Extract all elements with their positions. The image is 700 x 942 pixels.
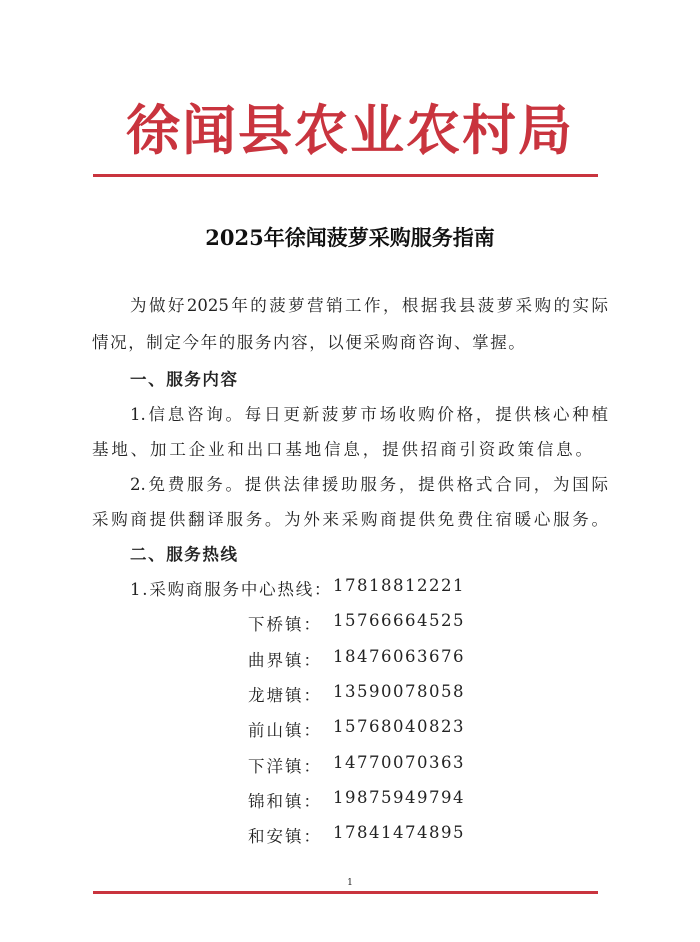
hotline-number: 17841474895: [333, 823, 465, 842]
hotline-label: 下洋镇：: [248, 757, 322, 776]
hotline-label: 锦和镇：: [248, 792, 322, 811]
section-heading: 一、服务内容: [130, 370, 239, 389]
service-item-line: 采购商提供翻译服务。为外来采购商提供免费住宿暖心服务。: [92, 510, 608, 529]
document-title: 2025年徐闻菠萝采购服务指南: [205, 225, 495, 250]
hotline-label: 1.采购商服务中心热线：: [130, 580, 333, 599]
page-number: 1: [347, 878, 353, 888]
service-item-line: 1.信息咨询。每日更新菠萝市场收购价格，提供核心种植: [130, 405, 608, 424]
footer-divider: [93, 891, 598, 894]
service-item-line: 基地、加工企业和出口基地信息，提供招商引资政策信息。: [92, 440, 592, 459]
hotline-label: 曲界镇：: [248, 651, 322, 670]
hotline-label: 下桥镇：: [248, 615, 322, 634]
hotline-label: 前山镇：: [248, 721, 322, 740]
hotline-label: 龙塘镇：: [248, 686, 322, 705]
hotline-number: 15768040823: [333, 717, 465, 736]
hotline-number: 14770070363: [333, 753, 465, 772]
service-item-line: 2.免费服务。提供法律援助服务，提供格式合同，为国际: [130, 475, 608, 494]
header-divider: [93, 174, 598, 177]
agency-letterhead: 徐闻县农业农村局: [126, 98, 574, 162]
hotline-number: 15766664525: [333, 611, 465, 630]
hotline-label: 和安镇：: [248, 827, 322, 846]
section-heading: 二、服务热线: [130, 545, 239, 564]
intro-line: 为做好2025年的菠萝营销工作，根据我县菠萝采购的实际: [130, 296, 608, 315]
intro-line: 情况，制定今年的服务内容，以便采购商咨询、掌握。: [92, 333, 527, 352]
hotline-number: 13590078058: [333, 682, 465, 701]
hotline-number: 18476063676: [333, 647, 465, 666]
hotline-number: 19875949794: [333, 788, 465, 807]
hotline-number: 17818812221: [333, 576, 465, 595]
